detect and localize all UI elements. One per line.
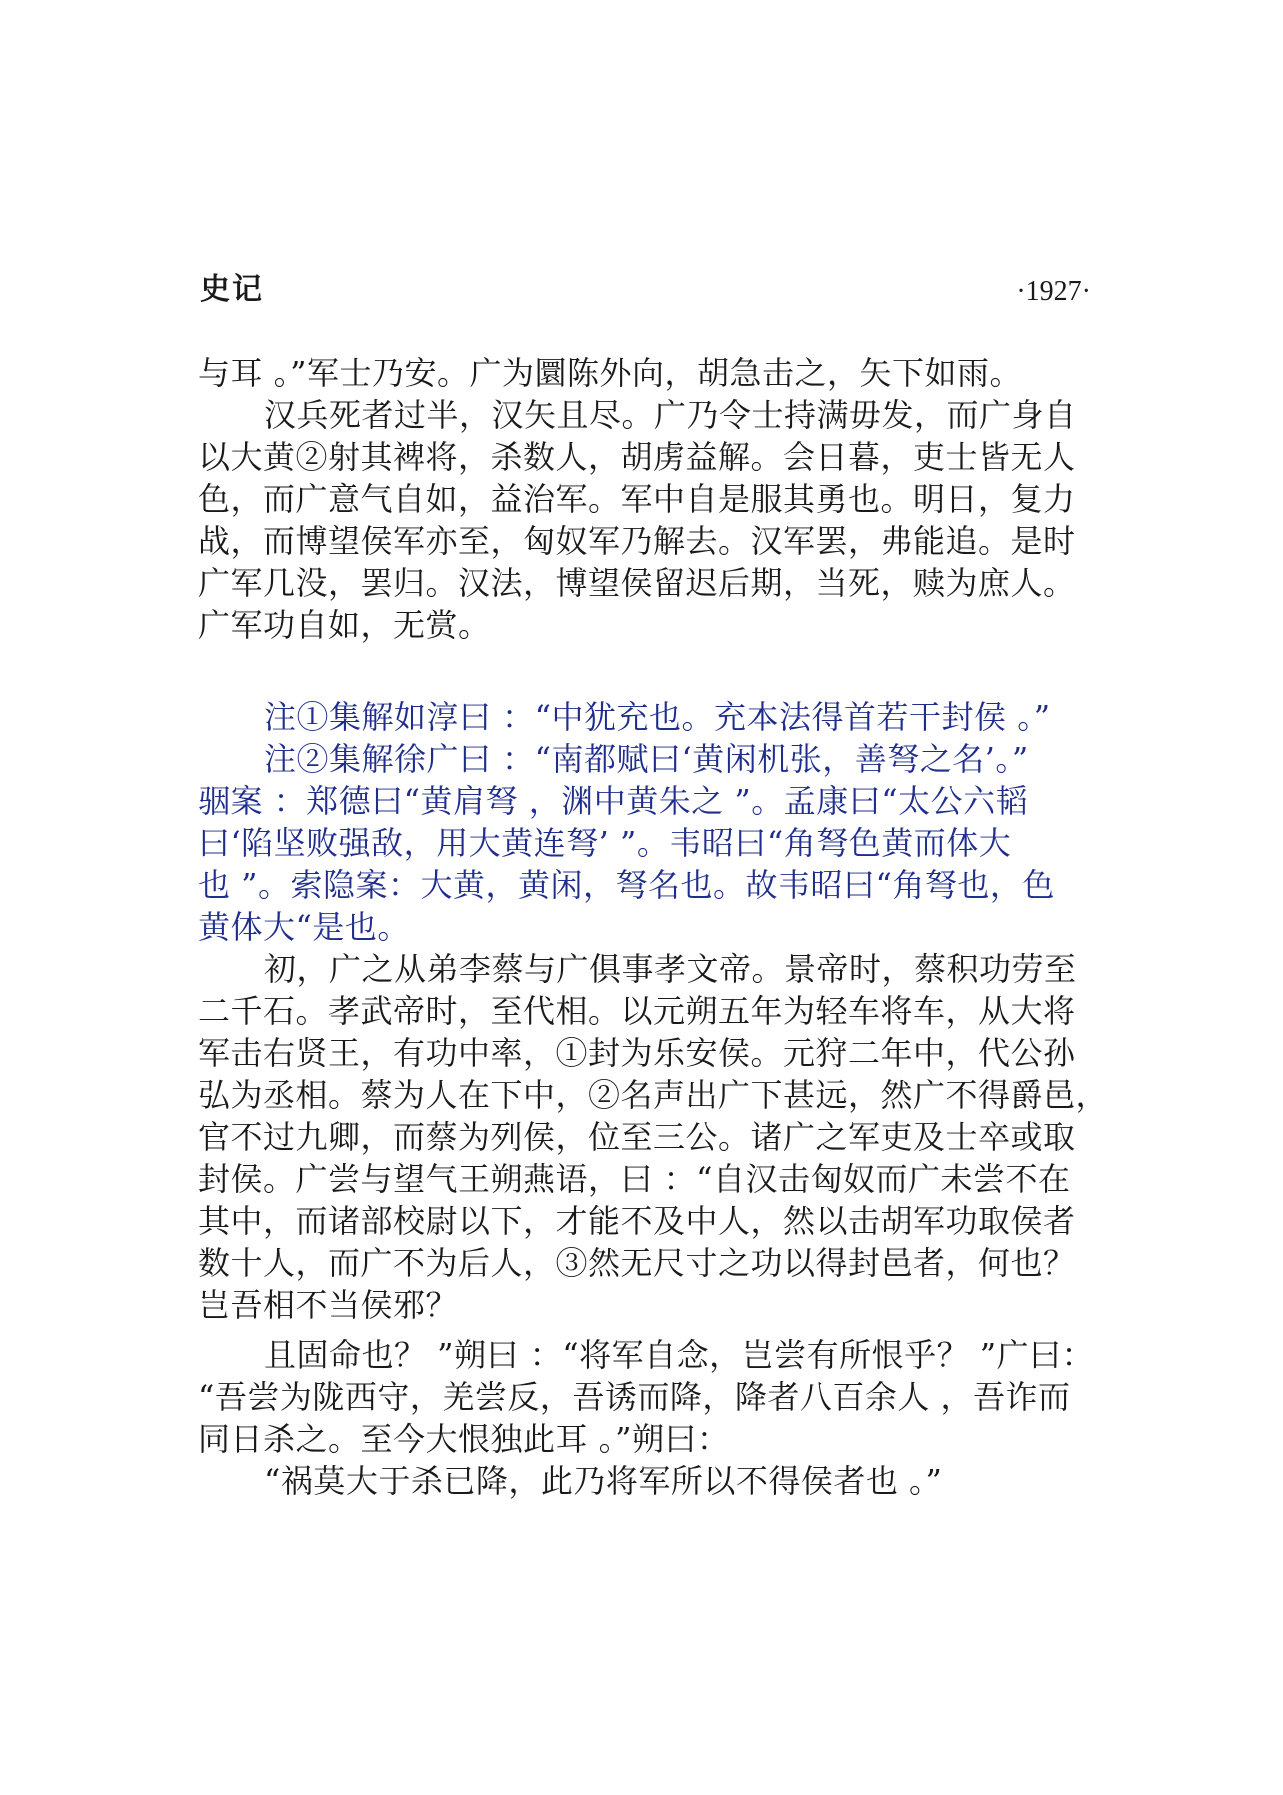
text-line: 数十人，而广不为后人，③然无尺寸之功以得封邑者，何也？ bbox=[198, 1244, 1076, 1282]
text-line: 与耳 。”军士乃安。广为圜陈外向，胡急击之，矢下如雨。 bbox=[198, 354, 1023, 392]
note-line: 骃案 ：郑德曰“黄肩弩 ，渊中黄朱之 ”。孟康曰“太公六韬 bbox=[198, 782, 1029, 820]
text-line: 同日杀之。至今大恨独此耳 。”朔曰： bbox=[198, 1420, 730, 1458]
text-line: 弘为丞相。蔡为人在下中，②名声出广下甚远，然广不得爵邑， bbox=[198, 1076, 1109, 1114]
text-line: 其中，而诸部校尉以下，才能不及中人，然以击胡军功取侯者 bbox=[198, 1202, 1076, 1240]
text-line: 军击右贤王，有功中率，①封为乐安侯。元狩二年中，代公孙 bbox=[198, 1034, 1076, 1072]
text-line: 战，而博望侯军亦至，匈奴军乃解去。汉军罢，弗能追。是时 bbox=[198, 522, 1076, 560]
text-line: 色，而广意气自如，益治军。军中自是服其勇也。明日，复力 bbox=[198, 480, 1076, 518]
text-line: 以大黄②射其裨将，杀数人，胡虏益解。会日暮，吏士皆无人 bbox=[198, 438, 1076, 476]
note-line: 黄体大“是也。 bbox=[198, 908, 410, 946]
text-line: 汉兵死者过半，汉矢且尽。广乃令士持满毋发，而广身自 bbox=[264, 396, 1077, 434]
text-line: 二千石。孝武帝时，至代相。以元朔五年为轻车将车，从大将 bbox=[198, 992, 1076, 1030]
text-line: “吾尝为陇西守，羌尝反，吾诱而降，降者八百余人 ，吾诈而 bbox=[198, 1378, 1071, 1416]
note-line: 注①集解如淳曰 ：“中犹充也。充本法得首若干封侯 。” bbox=[264, 698, 1051, 736]
text-line: 且固命也？ ”朔曰 ：“将军自念，岂尝有所恨乎？ ”广曰： bbox=[264, 1336, 1095, 1374]
text-line: 广军几没，罢归。汉法，博望侯留迟后期，当死，赎为庶人。 bbox=[198, 564, 1076, 602]
text-line: 岂吾相不当侯邪？ bbox=[198, 1286, 459, 1324]
text-line: 封侯。广尝与望气王朔燕语，曰 ：“自汉击匈奴而广未尝不在 bbox=[198, 1160, 1071, 1198]
text-line: 广军功自如，无赏。 bbox=[198, 606, 491, 644]
note-line: 注②集解徐广曰 ：“南都赋曰‘黄闲机张，善弩之名’。” bbox=[264, 740, 1029, 778]
page-header-title: 史记 bbox=[200, 272, 264, 307]
text-line: “祸莫大于杀已降，此乃将军所以不得侯者也 。” bbox=[264, 1462, 943, 1500]
text-line: 官不过九卿，而蔡为列侯，位至三公。诸广之军吏及士卒或取 bbox=[198, 1118, 1076, 1156]
note-line: 也 ”。索隐案：大黄，黄闲，弩名也。故韦昭曰“角弩也，色 bbox=[198, 866, 1055, 904]
note-line: 曰‘陷坚败强敌，用大黄连弩’ ”。韦昭曰“角弩色黄而体大 bbox=[198, 824, 1012, 862]
page-number: ·1927· bbox=[1016, 276, 1091, 307]
text-line: 初，广之从弟李蔡与广俱事孝文帝。景帝时，蔡积功劳至 bbox=[264, 950, 1077, 988]
